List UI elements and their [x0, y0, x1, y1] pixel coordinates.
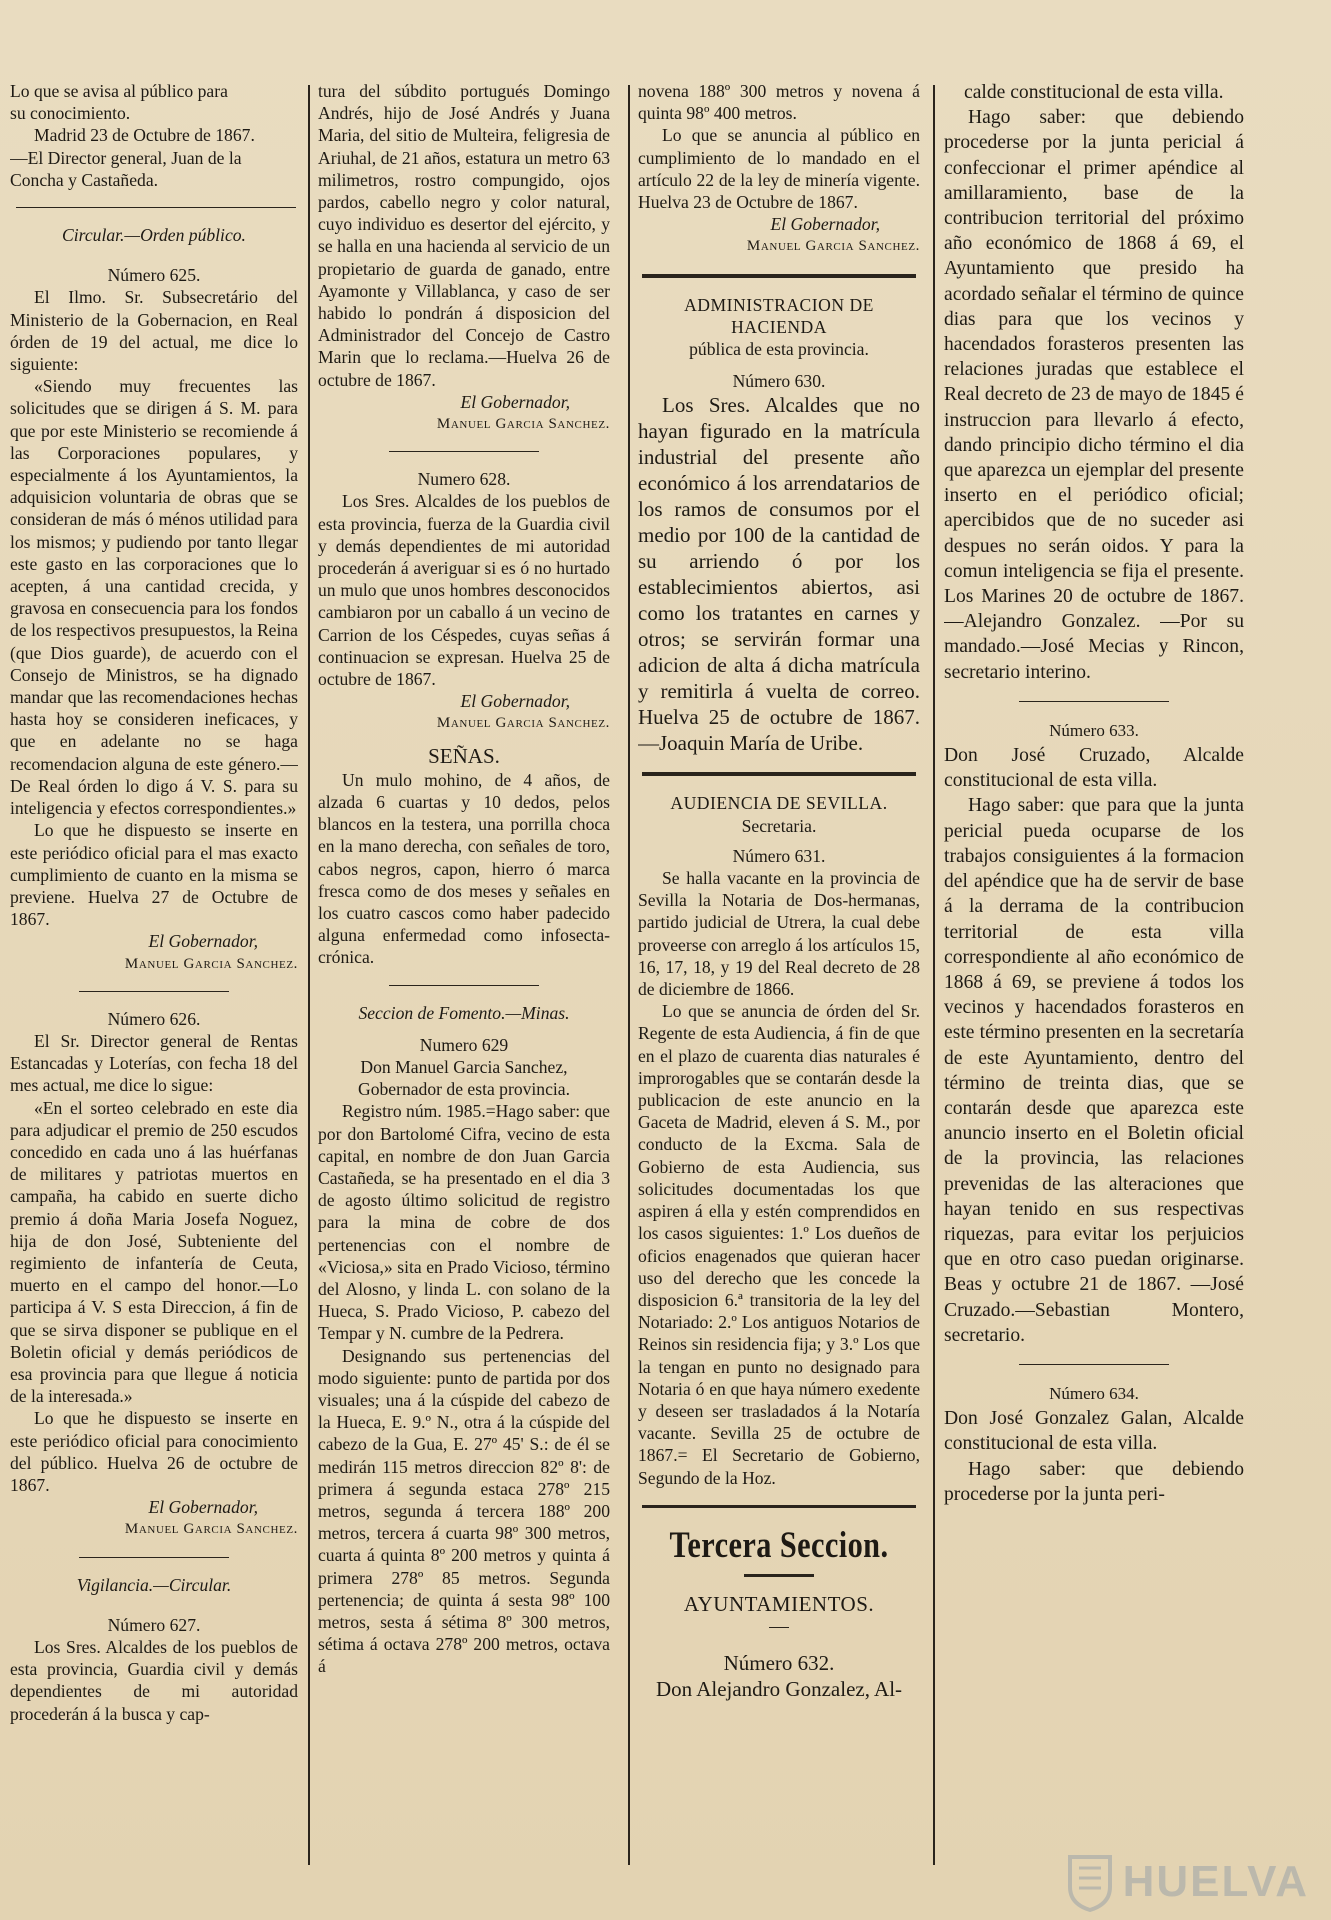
column-2: [318, 80, 610, 1860]
paragraph: «Siendo muy frecuentes las solicitudes que se dirigen á S. M. para que por este Ministerio se recomiende á las Corporaciones populares, y especialmente á los Ayuntamientos, la adquisicion voluntaria de obras que se consideran de más ó ménos utilidad para los mismos; y pudiendo por tanto llegar este gasto en las corporaciones que lo acepten, á una cantidad crecida, y gravosa en consecuencia para los fondos de los respectivos presupuestos, la Reina (que Dios guarde), de acuerdo con el Consejo de Ministros, se ha dignado mandar que las recomendaciones hechas hasta hoy se consideren ineficaces, y que en adelante no se haga recomendacion alguna de este género.—De Real órden lo digo á V. S. para su inteligencia y efectos correspondientes.»: [10, 376, 298, 819]
paragraph: «En el sorteo celebrado en este dia para adjudicar el premio de 250 escudos concedido en cada uno á las huérfanas de militares y patriotas muertos en campaña, ha cabido en suerte dicho premio á doña Maria Josefa Noguez, hija de don José, Subteniente del regimiento de infantería de Ceuta, muerto en el campo del honor.—Lo participa á V. S esta Direccion, á fin de que se sirva disponer se publique en el Boletin oficial y demás periódicos de esa provincia para que llegue á noticia de la interesada.»: [10, 1097, 298, 1407]
section-heading: AUDIENCIA DE SEVILLA.: [670, 793, 888, 814]
paragraph: novena 188º 300 metros y novena á quinta 98º 400 metros.: [638, 81, 920, 124]
section-heading: Vigilancia.—Circular.: [76, 1574, 232, 1595]
paragraph: Registro núm. 1985.=Hago saber: que por don Bartolomé Cifra, vecino de esta capital, en nombre de don Juan Garcia Castañeda, se ha presentado en el dia 3 de agosto último solicitud de registro para la mina de cobre de dos pertenencias con el nombre de «Viciosa,» sita en Prado Vicioso, término del Alosno, y linda L. con solano de la Hueca, S. Prado Vicioso, P. cabezo del Tempar y N. cumbre de la Pedrera.: [318, 1101, 610, 1344]
column-rule: [628, 85, 630, 1865]
section-rule: [642, 772, 916, 776]
signature-title: El Gobernador,: [460, 391, 570, 412]
section-rule: [16, 207, 296, 208]
separator-rule: [389, 985, 539, 986]
notice-number: Número 627.: [107, 1614, 201, 1635]
separator-rule: [389, 451, 539, 452]
watermark-text: HUELVA: [1122, 1857, 1309, 1906]
signature-name: Manuel Garcia Sanchez.: [436, 715, 610, 732]
notice-number: Número 625.: [107, 265, 201, 286]
notice-number: Número 626.: [107, 1008, 201, 1029]
paragraph: Hago saber: que debiendo procederse por la junta peri-: [944, 1458, 1244, 1505]
separator-rule: [79, 991, 229, 992]
paragraph: Hago saber: que para que la junta pericial pueda ocuparse de los trabajos consiguientes á la formacion del apéndice que ha de servir de base á la derrama de la contribucion territorial de esta villa correspondiente al año económico de 1868 á 69, se previene á todos los vecinos y hacendados forasteros en este término presenten en la secretaría de este Ayuntamiento, dentro del término de treinta dias, que se contarán desde que aparezca este anuncio inserto en el Boletin oficial de la provincia, las relaciones prevenidas de las alteraciones que hayan tenido en sus respectivas riquezas, para evitar los perjuicios que en otro caso puedan originarse. Beas y octubre 21 de 1867. —José Cruzado.—Sebastian Montero, secretario.: [944, 795, 1244, 1346]
notice-number: Numero 629: [419, 1034, 509, 1055]
paragraph: Lo que se anuncia al público en cumplimiento de lo mandado en el artículo 22 de la ley de minería vigente. Huelva 23 de Octubre de 1867.: [638, 125, 920, 213]
paragraph: Don José Cruzado, Alcalde constitucional de esta villa.: [944, 745, 1244, 792]
paragraph: tura del súbdito portugués Domingo Andrés, hijo de José Andrés y Juana Maria, del sitio de Multeira, feligresia de Ariuhal, de 21 años, estatura un metro 63 milimetros, rostro compungido, ojos pardos, cabello negro y color natural, cuyo individuo es desertor del ejército, y se halla en una hacienda al servicio de un propietario de guarda de ganado, entre Ayamonte y Villablanca, y caso de ser habido lo pondrán á disposicion del Administrador del Concejo de Castro Marin que lo reclama.—Huelva 26 de octubre de 1867.: [318, 81, 610, 390]
text-line: Madrid 23 de Octubre de 1867.: [34, 125, 255, 146]
watermark-logo: [1065, 1852, 1309, 1912]
section-heading: AYUNTAMIENTOS.: [683, 1591, 875, 1616]
signature-title: El Gobernador,: [460, 691, 570, 712]
paragraph: Lo que se anuncia de órden del Sr. Regente de esta Audiencia, á fin de que en el plazo de cuarenta dias naturales é improrogables que se contarán desde la publicacion de este anuncio en la Gaceta de Madrid, eleven á S. M., por conducto de la Excma. Sala de Gobierno de esta Audiencia, sus solicitudes documentadas los que aspiren á ella y estén comprendidos en los casos siguientes: 1.º Los dueños de oficios enagenados que quieran hacer uso del derecho que les concede la disposicion 6.ª transitoria de la ley del Notariado: 2.º Los antiguos Notarios de Reinos sin residencia fija; y 3.º Los que la tengan en punto no designado para Notaria ó en que haya número exedente y deseen ser trasladados á la Notaría vacante. Sevilla 25 de octubre de 1867.= El Secretario de Gobierno, Segundo de la Hoz.: [638, 1001, 920, 1488]
paragraph: Don José Gonzalez Galan, Alcalde constitucional de esta villa.: [944, 1408, 1244, 1455]
separator-rule: [769, 1627, 789, 1628]
section-heading: SEÑAS.: [428, 743, 500, 768]
notice-number: Numero 628.: [417, 469, 511, 490]
paragraph: Designando sus pertenencias del modo siguiente: punto de partida por dos visuales; una á la cúspide del cabezo de la Hueca, E. 9.º N., otra á la cúspide del cabezo de la Gua, E. 27º 45' S.: de él se medirán 115 metros direccion 82º 8': de primera á segunda estaca 278º 215 metros, segunda á tercera 188º 200 metros, tercera á cuarta 98º 300 metros, cuarta á quinta 8º 200 metros y quinta á primera 278º 85 metros. Segunda pertenencia; de quinta á sesta 98º 100 metros, sesta á sétima 8º 300 metros, sétima á octava 278º 200 metros, octava á: [318, 1345, 610, 1677]
separator-rule: [1019, 1364, 1169, 1365]
column-rule: [308, 85, 310, 1865]
paragraph: calde constitucional de esta villa.: [964, 82, 1224, 103]
paragraph: El Sr. Director general de Rentas Estancadas y Loterías, con fecha 18 del mes actual, me dice lo sigue:: [10, 1030, 298, 1096]
separator-rule: [744, 1574, 814, 1577]
notice-number: Número 632.: [723, 1650, 835, 1675]
signature-name: Manuel Garcia Sanchez.: [124, 1521, 298, 1538]
notice-issuer: Don Manuel Garcia Sanchez, Gobernador de esta provincia.: [357, 1056, 571, 1100]
notice-number: Número 634.: [1049, 1383, 1139, 1403]
paragraph: Los Sres. Alcaldes que no hayan figurado en la matrícula industrial del presente año económico á los arrendatarios de los ramos de consumos por el medio por 100 de la cantidad de su arriendo ó por los establecimientos abiertos, asi como los tratantes en carnes y otros; se servirán formar una adicion de alta á dicha matrícula y remitirla á vuelta de correo. Huelva 25 de octubre de 1867. —Joaquin María de Uribe.: [638, 393, 920, 756]
paragraph: Los Sres. Alcaldes de los pueblos de esta provincia, Guardia civil y demás dependientes de mi autoridad procederán á la busca y cap-: [10, 1637, 298, 1724]
signature-name: Manuel Garcia Sanchez.: [746, 238, 920, 255]
column-1: [10, 80, 298, 1860]
text-line: Lo que se avisa al público para: [10, 81, 228, 101]
section-heading: Circular.—Orden público.: [62, 225, 246, 246]
signature-title: El Gobernador,: [770, 214, 880, 235]
column-rule: [933, 85, 935, 1865]
paragraph: Se halla vacante en la provincia de Sevilla la Notaria de Dos-hermanas, partido judicial de Utrera, la cual debe proveerse con arreglo á los artículos 15, 16, 17, 18, y 19 del Real decreto de 28 de diciembre de 1866.: [638, 868, 920, 1000]
section-title: Tercera Seccion.: [669, 1524, 889, 1566]
signature-name: Manuel Garcia Sanchez.: [124, 955, 298, 972]
paragraph: Los Sres. Alcaldes de los pueblos de esta provincia, fuerza de la Guardia civil y demás dependientes de mi autoridad procederán á averiguar si es ó no hurtado un mulo que unos hombres desconocidos cambiaron por un caballo á un vecino de Carrion de los Céspedes, cuyas señas á continuacion se expresan. Huelva 25 de octubre de 1867.: [318, 491, 610, 690]
signature-title: El Gobernador,: [148, 931, 258, 952]
paragraph: Lo que he dispuesto se inserte en este periódico oficial para conocimiento del público. Huelva 26 de octubre de 1867.: [10, 1408, 298, 1495]
notice-number: Número 631.: [732, 845, 826, 866]
notice-number: Número 630.: [732, 371, 826, 392]
paragraph: Lo que he dispuesto se inserte en este periódico oficial para el mas exacto cumplimiento de cuanto en la misma se previene. Huelva 27 de Octubre de 1867.: [10, 820, 298, 930]
separator-rule: [1019, 701, 1169, 702]
text-line: Concha y Castañeda.: [10, 169, 159, 190]
section-rule: [642, 1505, 916, 1508]
separator-rule: [79, 1557, 229, 1558]
crest-icon: [1065, 1852, 1115, 1912]
notice-number: Número 633.: [1049, 720, 1139, 740]
text-line: su conocimiento.: [10, 103, 131, 124]
signature-name: Manuel Garcia Sanchez.: [436, 416, 610, 433]
section-rule: [642, 274, 916, 278]
section-subheading: Secretaria.: [741, 815, 817, 836]
paragraph: Un mulo mohino, de 4 años, de alzada 6 cuartas y 10 dedos, pelos blancos en la testera, una porrilla choca en la mano derecha, con señales de toro, cabos negros, capon, hierro ó marca fresca como de dos meses y señales en los cuatro cascos como haber padecido alguna enfermedad como infosecta-crónica.: [318, 769, 610, 968]
section-heading: ADMINISTRACION DE HACIENDA: [684, 294, 874, 337]
text-line: —El Director general, Juan de la: [10, 147, 242, 168]
paragraph: Hago saber: que debiendo procederse por la junta pericial á confeccionar el primer apéndice al amillaramiento, base de la contribucion territorial del próximo año económico de 1868 á 69, el Ayuntamiento que presido ha acordado señalar el término de quince dias para que los vecinos y hacendados forasteros presenten las relaciones juradas que establece el Real decreto de 23 de mayo de 1845 é instruccion para llevarlo á efecto, dando principio dicho término el dia que aparezca un ejemplar del presente inserto en el periódico oficial; apercibidos que de no suceder asi despues no serán oidos. Y para la comun inteligencia se fija el presente. Los Marines 20 de octubre de 1867.—Alejandro Gonzalez. —Por su mandado.—José Mecias y Rincon, secretario interino.: [944, 107, 1244, 683]
section-heading: Seccion de Fomento.—Minas.: [358, 1002, 570, 1023]
column-3: [638, 80, 920, 1860]
column-4: [944, 80, 1244, 1860]
section-subheading: pública de esta provincia.: [689, 339, 869, 360]
paragraph: El Ilmo. Sr. Subsecretário del Ministerio de la Gobernacion, en Real órden de 19 del actual, me dice lo siguiente:: [10, 287, 298, 375]
signature-title: El Gobernador,: [148, 1497, 258, 1518]
paragraph: Don Alejandro Gonzalez, Al-: [655, 1676, 903, 1701]
